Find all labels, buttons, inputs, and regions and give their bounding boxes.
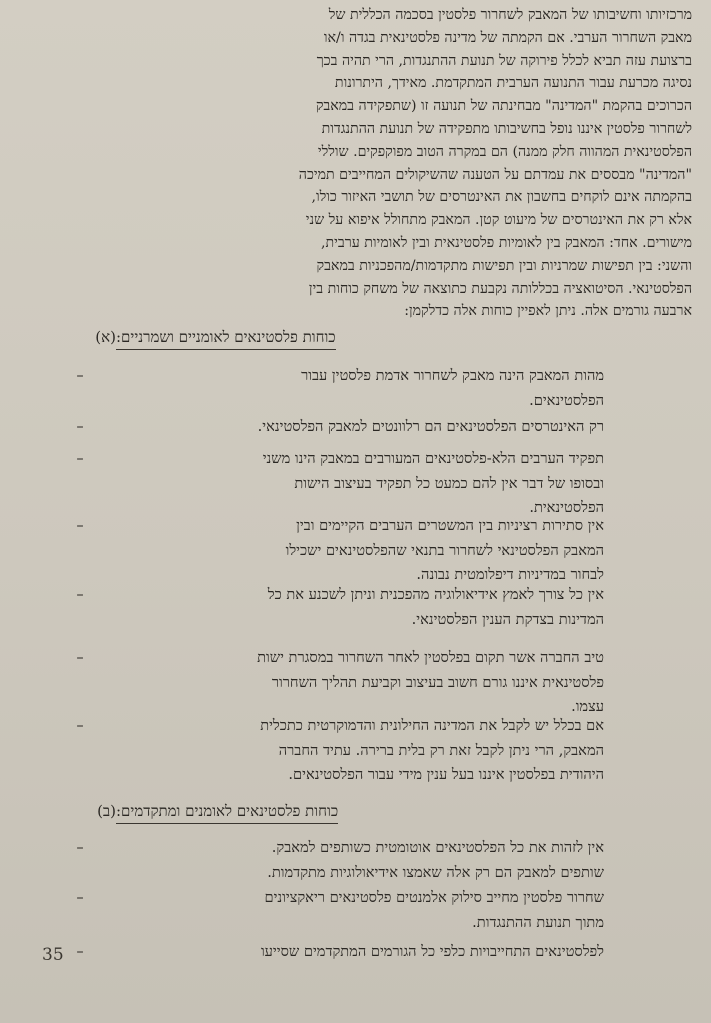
list-item-text (94, 447, 604, 521)
list-item-line: רק האינטרסים הפלסטינאים הם רלוונטים למאבק הפלסטינאי. (257, 418, 604, 435)
intro-line: ברצועת עזה תביא לכלל פירוקה של תנועת ההתנגדות, הרי תהיה בכך (316, 52, 692, 69)
intro-line: הפלסטינאי. הסיטואציה בכללותה נקבעת כתוצאה של משחק כוחות בין (308, 280, 692, 297)
page-number: 35 (42, 945, 64, 965)
list-item-line: אם בכלל יש לקבל את המדינה החילונית והדמוקרטית כתכלית (260, 717, 604, 734)
list-item-text (94, 886, 604, 935)
list-item-text (94, 583, 604, 632)
intro-line: והשני: בין תפישות שמרניות ובין תפישות מתקדמות/מהפכניות במאבק (316, 257, 692, 274)
list-item-line: טיב החברה אשר תקום בפלסטין לאחר השחרור במסגרת ישות (257, 649, 604, 666)
section-b-title: כוחות פלסטינאים לאומנים ומתקדמים: (116, 800, 338, 824)
dash-bullet: – (76, 839, 84, 856)
dash-bullet: – (76, 418, 84, 435)
list-item-text (94, 415, 604, 440)
list-item-text (94, 364, 604, 413)
dash-bullet: – (76, 517, 84, 534)
list-item (60, 836, 690, 885)
dash-bullet: – (76, 586, 84, 603)
list-item (60, 514, 690, 588)
intro-line: ארבעה גורמים אלה. ניתן לאפיין כוחות אלה כדלקמן: (404, 303, 692, 320)
list-item-line: המדינות בצדקת הענין הפלסטינאי. (411, 610, 604, 628)
list-item-line: פלסטינאית איננו גורם חשוב בעיצוב וקביעת תהליך השחרור (271, 673, 604, 691)
intro-line: מרכזיותו וחשיבותו של המאבק לשחרור פלסטין בסכמה הכללית של (328, 7, 692, 23)
intro-line: לשחרור פלסטין איננו נופל בחשיבותו מתפקידה של תנועת ההתנגדות (321, 120, 692, 137)
list-item-line: אין כל צורך לאמץ אידיאולוגיה מהפכנית וניתן לשכנע את כל (267, 586, 604, 603)
list-item (60, 364, 690, 413)
section-a-marker: (א) (95, 328, 116, 346)
dash-bullet: – (76, 717, 84, 734)
dash-bullet: – (76, 450, 84, 467)
list-item (60, 646, 690, 720)
list-item-line: אין סתירות רציניות בין המשטרים הערבים הקיימים ובין (296, 517, 604, 534)
intro-line: הפלסטינאית המהווה חלק ממנה) הם במקרה הטוב מפוקפקים. שוללי (317, 143, 692, 160)
dash-bullet: – (76, 943, 84, 960)
dash-bullet: – (76, 649, 84, 666)
list-item-line: היהודית בפלסטין איננו בעל ענין מידי עבור הפלסטינאים. (288, 766, 604, 783)
list-item (60, 415, 690, 440)
section-b-marker: (ב) (97, 802, 116, 820)
list-item-line: מתוך תנועת ההתנגדות. (472, 913, 604, 931)
list-item-text (94, 646, 604, 720)
list-item (60, 714, 690, 788)
list-item-line: לבחור במדיניות דיפלומטית נבונה. (416, 566, 604, 583)
list-item-text (94, 514, 604, 588)
list-item-line: אין לזהות את כל הפלסטינאים אוטומטית כשותפים למאבק. (271, 839, 604, 856)
intro-line: "המדינה" מבססים את עמדתם על הטענה שהשיקולים המחייבים תמיכה (298, 166, 692, 183)
list-item-line: המאבק, הרי ניתן לקבל זאת רק בלית ברירה. עתיד החברה (278, 741, 604, 759)
list-item-text (94, 714, 604, 788)
list-item-line: הפלסטינאים. (529, 391, 604, 409)
list-item-text (94, 940, 604, 965)
list-item-line: שותפים למאבק הם רק אלה שאמצו אידיאולוגיות מתקדמות. (267, 863, 604, 881)
intro-paragraph (62, 4, 692, 323)
list-item-line: ובסופו של דבר אין להם כמעט כל תפקיד בעיצוב הישות (294, 474, 604, 492)
section-a-heading (60, 326, 690, 350)
list-item-line: הפלסטינאית. (529, 499, 604, 516)
dash-bullet: – (76, 889, 84, 906)
list-item-line: שחרור פלסטין מחייב סילוק אלמנטים פלסטינאים ריאקציונים (264, 889, 604, 906)
intro-line: אלא רק את האינטרסים של מיעוט קטן. המאבק מתחולל איפוא על שני (305, 212, 692, 229)
list-item-line: מהות המאבק הינה מאבק לשחרור אדמת פלסטין עבור (301, 367, 604, 384)
list-item (60, 447, 690, 521)
list-item-text (94, 836, 604, 885)
intro-line: נסיגה מכרעת עבור התנועה הערבית המתקדמת. מאידך, היתרונות (334, 75, 692, 92)
intro-line: מישורים. אחד: המאבק בין לאומיות פלסטינאית ובין לאומיות ערבית, (321, 234, 692, 251)
list-item-line: לפלסטינאים התחייבויות כלפי כל הגורמים המתקדמים שסייעו (260, 943, 604, 960)
list-item-line: המאבק הפלסטינאי לשחרור בתנאי שהפלסטינאים ישכילו (285, 541, 604, 559)
list-item (60, 583, 690, 632)
list-item-line: תפקיד הערבים הלא-פלסטינאים המעורבים במאבק הינו משני (262, 450, 604, 467)
list-item (60, 940, 690, 965)
intro-line: הכרוכים בהקמת "המדינה" מבחינתה של תנועה זו (שתפקידה במאבק (315, 98, 692, 115)
intro-line: מאבק השחרור הערבי. אם הקמתה של מדינה פלסטינאית בגדה ו/או (323, 29, 692, 46)
intro-line: בהקמתה אינם לוקחים בחשבון את האינטרסים של תושבי האיזור כולו, (311, 189, 692, 206)
list-item (60, 886, 690, 935)
section-b-heading (60, 800, 690, 824)
dash-bullet: – (76, 367, 84, 384)
list-item-line: עצמו. (571, 698, 604, 715)
section-a-title: כוחות פלסטינאים לאומניים ושמרניים: (116, 326, 336, 350)
